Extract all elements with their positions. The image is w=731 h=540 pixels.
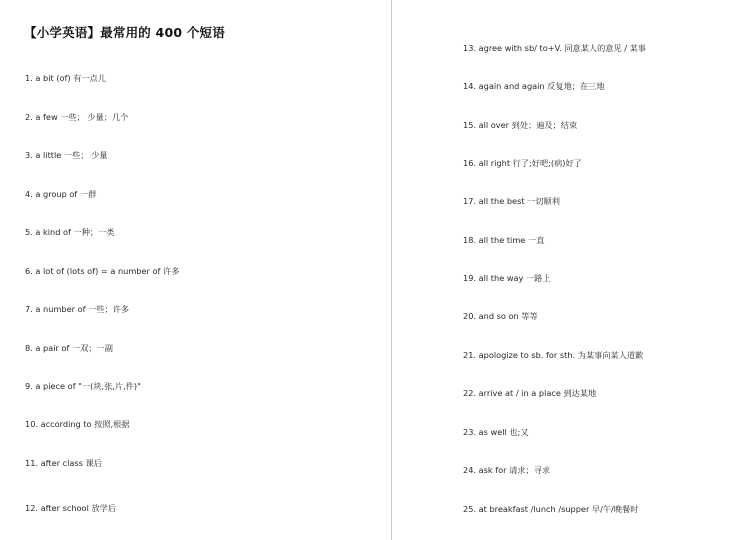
- document-title: 【小学英语】最常用的 400 个短语: [24, 25, 225, 40]
- phrase-entry: 17. all the best 一切顺利: [463, 196, 560, 206]
- phrase-entry: 21. apologize to sb. for sth. 为某事向某人道歉: [463, 350, 644, 360]
- phrase-entry: 19. all the way 一路上: [463, 273, 551, 283]
- phrase-entry: 6. a lot of (lots of) = a number of 许多: [25, 266, 180, 276]
- phrase-entry: 22. arrive at / in a place 到达某地: [463, 388, 597, 398]
- right-page: [392, 0, 731, 540]
- phrase-entry: 7. a number of 一些；许多: [25, 304, 130, 314]
- phrase-entry: 16. all right 行了;好吧;(病)好了: [463, 158, 582, 168]
- phrase-entry: 11. after class 课后: [25, 458, 102, 468]
- phrase-entry: 12. after school 放学后: [25, 503, 117, 513]
- phrase-entry: 9. a piece of "一(块,张,片,件)": [25, 381, 141, 391]
- phrase-entry: 15. all over 到处；遍及；结束: [463, 120, 578, 130]
- phrase-entry: 23. as well 也;又: [463, 427, 529, 437]
- phrase-entry: 13. agree with sb/ to+V. 同意某人的意见 / 某事: [463, 43, 646, 53]
- phrase-entry: 25. at breakfast /lunch /supper 早/午/晚餐时: [463, 504, 639, 514]
- phrase-entry: 18. all the time 一直: [463, 235, 545, 245]
- phrase-entry: 24. ask for 请求；寻求: [463, 465, 551, 475]
- phrase-entry: 20. and so on 等等: [463, 311, 538, 321]
- phrase-entry: 2. a few 一些； 少量；几个: [25, 112, 129, 122]
- phrase-entry: 5. a kind of 一种；一类: [25, 227, 115, 237]
- phrase-entry: 10. according to 按照,根据: [25, 419, 130, 429]
- phrase-entry: 1. a bit (of) 有一点儿: [25, 73, 106, 83]
- phrase-entry: 4. a group of 一群: [25, 189, 97, 199]
- phrase-entry: 14. again and again 反复地；在三地: [463, 81, 605, 91]
- phrase-entry: 8. a pair of 一双；一副: [25, 343, 113, 353]
- phrase-entry: 3. a little 一些； 少量: [25, 150, 108, 160]
